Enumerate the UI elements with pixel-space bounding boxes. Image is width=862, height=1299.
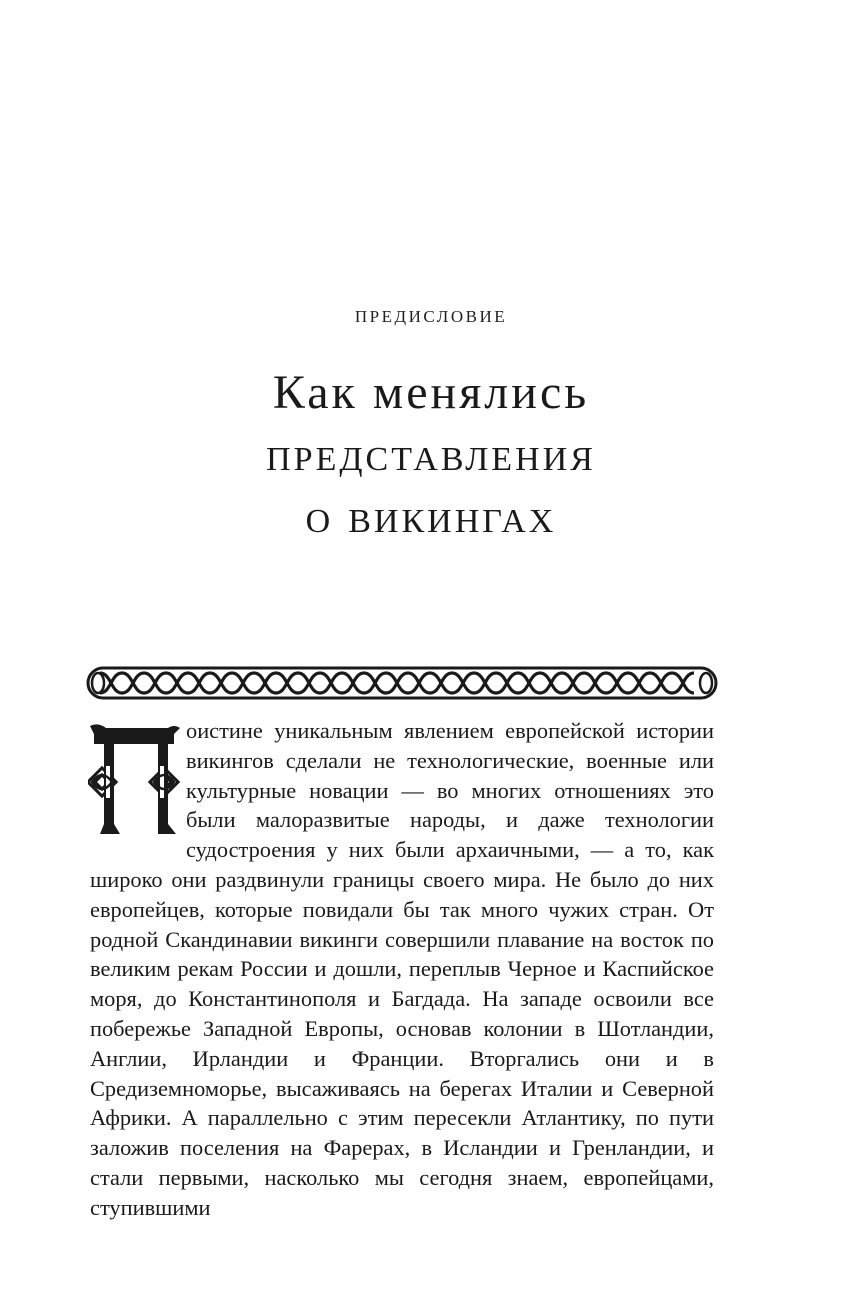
interlace-braid-ornament-icon [86,664,718,702]
chapter-title-line-3: о викингах [305,490,557,543]
chapter-kicker: ПРЕДИСЛОВИЕ [354,307,508,326]
chapter-title-line-1: Как менялись [272,366,590,419]
chapter-title-line-2: представления [266,428,596,481]
body-paragraph [90,716,714,1223]
drop-cap [88,722,180,840]
body-paragraph-text: оистине уникальным явлением европейской истории викингов сделали не технологические, военные или культурные новации — во многих отношениях это были малоразвитые народы, и даже технологии судостроения у них были архаичными, — а то, как широко они раздвинули границы своего мира. Не было до них европейцев, которые повидали бы так много чужих стран. От родной Скандинавии викинги совершили плавание на восток по великим рекам России и дошли, переплыв Черное и Каспийское моря, до Константинополя и Багдада. На западе освоили все побережье Западной Европы, основав колонии в Шотландии, Англии, Ирландии и Франции. Вторгались они и в Средиземноморье, высаживаясь на берегах Италии и Северной Африки. А параллельно с этим пересекли Атлантику, по пути заложив поселения на Фарерах, в Исландии и Гренландии, и стали первыми, насколько мы сегодня знаем, европейцами, ступившими [90,718,714,1220]
chapter-title [0,362,862,548]
